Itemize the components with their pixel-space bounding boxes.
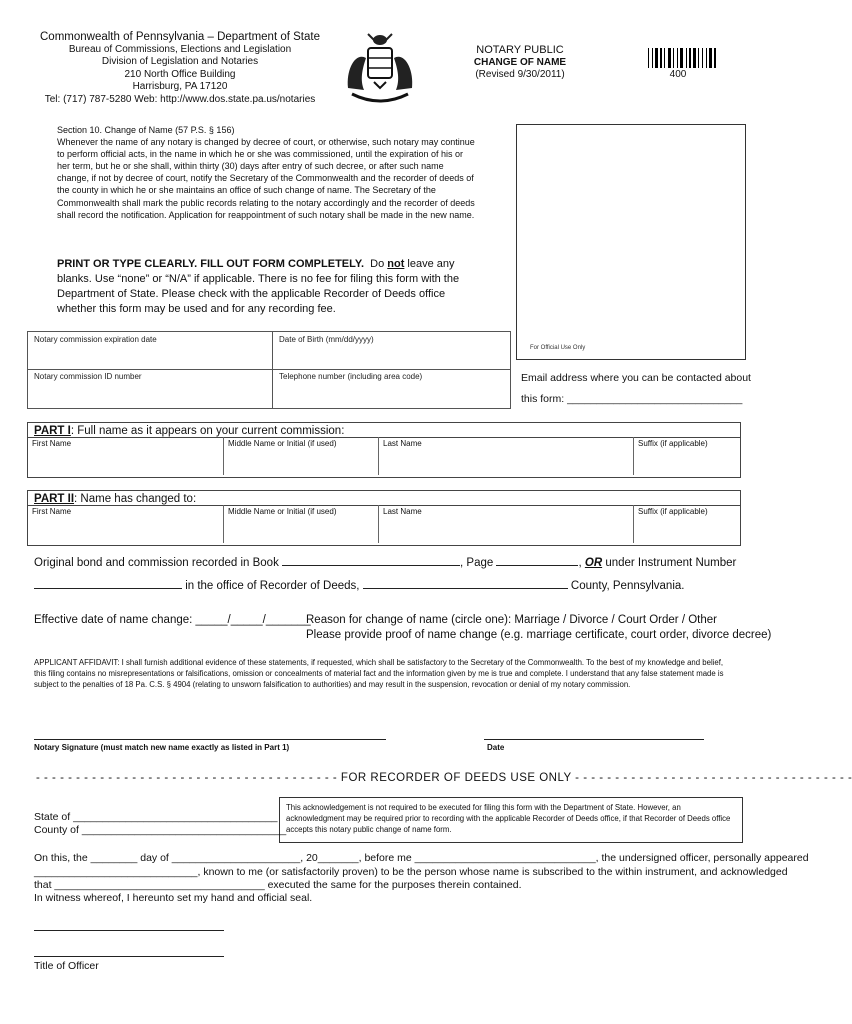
barcode-icon xyxy=(648,48,724,68)
part-1-first-name[interactable]: First Name xyxy=(32,439,72,448)
form-title-line3: (Revised 9/30/2011) xyxy=(475,69,565,80)
effective-date-field[interactable]: Effective date of name change: _____/_____/_______ xyxy=(34,614,311,626)
signature-line[interactable] xyxy=(34,739,386,740)
part-2-title xyxy=(34,493,196,505)
officer-title-line[interactable] xyxy=(34,956,224,957)
barcode-bar xyxy=(698,48,699,68)
barcode-bar xyxy=(709,48,712,68)
barcode-bar xyxy=(714,48,716,68)
bond-instrument-input[interactable] xyxy=(34,577,182,589)
agency-header xyxy=(30,30,330,106)
bond-county-line xyxy=(34,577,684,592)
barcode-bar xyxy=(648,48,649,68)
part-1-section xyxy=(27,422,741,478)
part-1-label: PART I xyxy=(34,425,71,437)
section-10-text xyxy=(57,124,477,221)
bond-recorder-label: in the office of Recorder of Deeds, xyxy=(182,580,360,592)
part-2-suffix[interactable]: Suffix (if applicable) xyxy=(633,505,739,543)
official-use-label: For Official Use Only xyxy=(530,345,586,351)
signature-label: Notary Signature (must match new name exactly as listed in Part 1) xyxy=(34,743,290,752)
barcode-bar xyxy=(706,48,707,68)
form-title-line2: CHANGE OF NAME xyxy=(473,56,567,68)
instructions-bold: PRINT OR TYPE CLEARLY. FILL OUT FORM COMPLETELY. xyxy=(57,258,365,270)
barcode-bar xyxy=(680,48,683,68)
barcode-bar xyxy=(693,48,696,68)
bond-page-label: , Page xyxy=(460,557,494,569)
part-2-middle-name[interactable]: Middle Name or Initial (if used) xyxy=(223,505,378,543)
barcode-bar xyxy=(673,48,674,68)
commission-expiration-field[interactable]: Notary commission expiration date xyxy=(34,335,157,344)
telephone-field[interactable]: Telephone number (including area code) xyxy=(279,372,423,381)
part-1-suffix[interactable]: Suffix (if applicable) xyxy=(633,437,739,475)
part-2-title-text: : Name has changed to: xyxy=(74,493,197,505)
part-2-label: PART II xyxy=(34,493,75,505)
instructions-rest2: Use “none” or “N/A” if applicable. There is no fee for filing this form with the Department of State. Please check with the applicable Recorder of Deeds office whether this form may be used and for any recording fee. xyxy=(57,273,460,315)
header-line-building: 210 North Office Building xyxy=(124,68,236,80)
barcode-bar xyxy=(664,48,665,68)
bond-instrument-label: under Instrument Number xyxy=(602,557,737,569)
bond-page-input[interactable] xyxy=(496,554,578,566)
bond-or: OR xyxy=(584,557,603,569)
instructions-do: Do xyxy=(370,258,388,270)
bond-book-label: Original bond and commission recorded in Book xyxy=(34,557,279,569)
barcode-bar xyxy=(660,48,662,68)
bond-recording-line: Original bond and commission recorded in Book , Page , OR under Instrument Number xyxy=(34,554,736,569)
part-2-section xyxy=(27,490,741,546)
instructions-rest1: leave any blanks. xyxy=(57,258,455,285)
part-2-first-name[interactable]: First Name xyxy=(32,507,72,516)
reason-for-change[interactable]: Reason for change of name (circle one): Marriage / Divorce / Court Order / Other xyxy=(306,614,717,626)
proof-note: Please provide proof of name change (e.g. marriage certificate, court order, divorce decree) xyxy=(306,629,772,641)
acknowledgment-executed-line[interactable]: that ____________________________________ executed the same for the purposes therein contained. xyxy=(34,879,522,891)
email-label: Email address where you can be contacted about xyxy=(521,372,751,384)
header-line-city: Harrisburg, PA 17120 xyxy=(132,81,228,93)
pennsylvania-seal-icon xyxy=(338,28,422,112)
applicant-affidavit: APPLICANT AFFIDAVIT: I shall furnish additional evidence of these statements, if requested, which shall be satisfactory to the Secretary of the Commonwealth. To the best of my knowledge and belief, this filing contains no misrepresentations or falsifications, omission or concealments of material fact and the information given by me is true and complete. I understand that any false statement made is subject to the penalties of 18 Pa. C.S. § 4904 (relating to unsworn falsification to authorities) and may result in the suspension, revocation or denial of my notary commission. xyxy=(34,658,724,689)
dob-field[interactable]: Date of Birth (mm/dd/yyyy) xyxy=(279,335,374,344)
section-10-heading: Section 10. Change of Name (57 P.S. § 156) xyxy=(57,125,235,135)
bond-book-input[interactable] xyxy=(282,554,460,566)
section-10-body: Whenever the name of any notary is changed by decree of court, or otherwise, such notary may continue to perform official acts, in the name in which he or she was commissioned, until the expiration of his or her term, but he or she shall, within thirty (30) days after entry of such decree, or after such name change, if not by decree of court, notify the Secretary of the Commonwealth and the recorder of deeds of the county in which he or she maintains an office of such change of name. The Secretary of the Commonwealth shall mark the public records relating to the notary accordingly and the recorder of deeds shall record the notification. Application for reappointment of such notary shall be made in the new name. xyxy=(57,137,475,220)
header-line-contact: Tel: (717) 787-5280 Web: http://www.dos.state.pa.us/notaries xyxy=(44,93,316,105)
part-1-title xyxy=(34,425,344,437)
barcode-bar xyxy=(668,48,671,68)
part-1-title-text: : Full name as it appears on your current commission: xyxy=(70,425,345,437)
part-1-last-name[interactable]: Last Name xyxy=(378,437,633,475)
header-line-division: Division of Legislation and Notaries xyxy=(101,56,259,68)
county-field[interactable]: County of ___________________________________ xyxy=(34,824,287,836)
barcode-bar xyxy=(689,48,691,68)
barcode-bar xyxy=(655,48,658,68)
form-title xyxy=(440,44,600,82)
acknowledgment-person-line[interactable]: ____________________________, known to me (or satisfactorily proven) to be the person whose name is subscribed to the within instrument, and acknowledged xyxy=(34,866,788,878)
part-1-middle-name[interactable]: Middle Name or Initial (if used) xyxy=(223,437,378,475)
commission-info-grid xyxy=(27,331,511,409)
date-label: Date xyxy=(487,743,505,752)
commission-id-field[interactable]: Notary commission ID number xyxy=(34,372,142,381)
officer-title-label: Title of Officer xyxy=(34,960,99,972)
officer-signature-line[interactable] xyxy=(34,930,224,931)
header-line-commonwealth: Commonwealth of Pennsylvania – Department of State xyxy=(40,31,320,43)
form-number: 400 xyxy=(669,69,687,80)
bond-county-input[interactable] xyxy=(363,577,568,589)
instructions-not: not xyxy=(387,258,405,270)
official-use-box xyxy=(516,124,746,360)
recorder-divider: - - - - - - - - - - - - - - - - - - - - - - - - - - - - - - - - - - - - - - FOR RECORDER OF DEEDS USE ONLY - - - - - - - - - - - - - - - - - - - - - - - - - - - - - - - - - - - xyxy=(36,772,852,784)
acknowledgment-date-line[interactable]: On this, the ________ day of ______________________, 20_______, before me _______________________________, the undersigned officer, personally appeared xyxy=(34,852,809,864)
date-line[interactable] xyxy=(484,739,704,740)
form-title-line1: NOTARY PUBLIC xyxy=(476,44,564,56)
acknowledgement-note: This acknowledgement is not required to be executed for filing this form with the Department of State. However, an acknowledgment may be required prior to recording with the applicable Recorder of Deeds office, if that Recorder of Deeds office accepts this notary public change of name form. xyxy=(279,797,743,843)
header-line-bureau: Bureau of Commissions, Elections and Legislation xyxy=(68,44,292,55)
email-field[interactable]: this form: ______________________________ xyxy=(521,393,743,405)
barcode-bar xyxy=(686,48,687,68)
barcode-bar xyxy=(652,48,653,68)
barcode-bar xyxy=(677,48,678,68)
barcode-bar xyxy=(702,48,703,68)
part-2-last-name[interactable]: Last Name xyxy=(378,505,633,543)
witness-statement: In witness whereof, I hereunto set my hand and official seal. xyxy=(34,892,313,904)
bond-county-label: County, Pennsylvania. xyxy=(567,580,685,592)
instructions xyxy=(57,257,487,317)
state-field[interactable]: State of ___________________________________ xyxy=(34,811,278,823)
